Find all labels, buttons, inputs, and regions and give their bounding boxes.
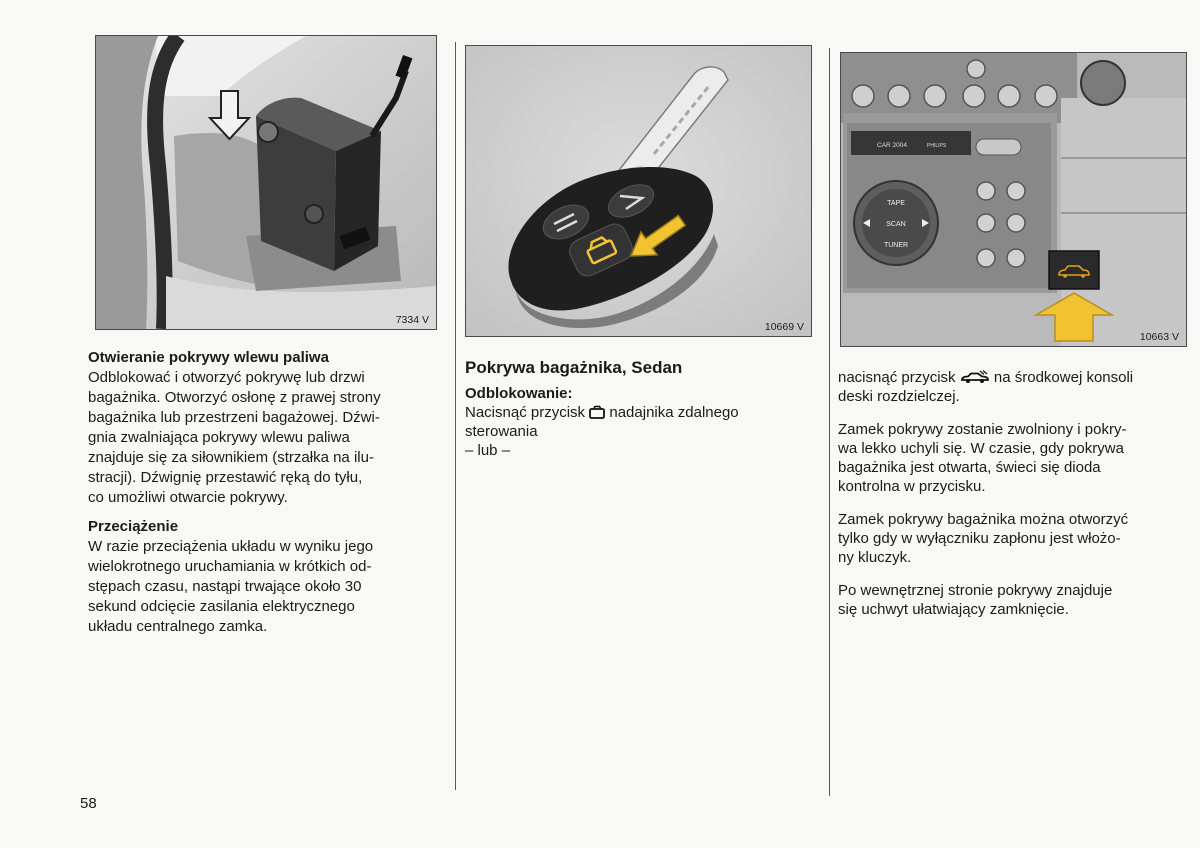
trunk-icon <box>589 405 605 419</box>
page-number: 58 <box>80 795 97 812</box>
section-subheading: Odblokowanie: <box>465 385 573 402</box>
central-lock-actuator <box>256 98 381 271</box>
text-line: Odblokować i otworzyć pokrywę lub drzwi <box>88 369 365 386</box>
column-trunk-sedan <box>465 358 810 460</box>
text-line <box>838 368 1188 387</box>
section-heading: Przeciążenie <box>88 518 179 535</box>
text-line: stracji). Dźwignię przestawić ręką do tyłu, <box>88 469 363 486</box>
column-divider-left <box>455 42 456 790</box>
column-console-release <box>838 368 1188 619</box>
paragraph <box>838 368 1188 406</box>
paragraph <box>838 510 1188 567</box>
column-fuel-flap <box>88 348 433 637</box>
figure-caption: 10669 V <box>764 321 804 333</box>
text-line: wa lekko uchyli się. W czasie, gdy pokrywa <box>838 440 1124 457</box>
text-line: sekund odcięcie zasilania elektrycznego <box>88 598 355 615</box>
paragraph <box>88 368 433 508</box>
figure-remote-key <box>465 45 812 337</box>
text-line: znajduje się za siłownikiem (strzałka na ilu- <box>88 449 374 466</box>
text-fragment: Nacisnąć przycisk <box>465 404 586 421</box>
text-fragment: nadajnika zdalnego <box>609 404 739 421</box>
figure-console-button <box>840 52 1187 347</box>
text-line: sterowania <box>465 423 538 440</box>
text-line <box>465 403 810 422</box>
text-line: wielokrotnego uruchamiania w krótkich od- <box>88 558 372 575</box>
volume-knob <box>1081 61 1125 105</box>
figure-fuel-flap-lever <box>95 35 437 330</box>
text-line: co umożliwi otwarcie pokrywy. <box>88 489 288 506</box>
text-line: gnia zwalniająca pokrywy wlewu paliwa <box>88 429 350 446</box>
text-line: Po wewnętrznej stronie pokrywy znajduje <box>838 582 1113 599</box>
fuel-flap-illustration <box>96 36 436 329</box>
radio-maker-label: PHILIPS <box>927 143 947 149</box>
text-line: układu centralnego zamka. <box>88 618 268 635</box>
text-line: Zamek pokrywy zostanie zwolniony i pokry- <box>838 421 1127 438</box>
text-fragment: nacisnąć przycisk <box>838 369 956 386</box>
dial-label-tape: TAPE <box>887 200 905 207</box>
text-line: – lub – <box>465 442 511 459</box>
section-heading: Otwieranie pokrywy wlewu paliwa <box>88 349 329 366</box>
text-line: deski rozdzielczej. <box>838 388 960 405</box>
text-line: stępach czasu, nastąpi trwające około 30 <box>88 578 362 595</box>
eject-button <box>976 139 1021 155</box>
figure-caption: 7334 V <box>395 314 429 326</box>
paragraph <box>838 420 1188 496</box>
console-illustration <box>841 53 1186 346</box>
car-trunk-icon <box>960 370 990 384</box>
dial-label-scan: SCAN <box>886 221 906 228</box>
text-line: bagażnika jest otwarta, świeci się dioda <box>838 459 1101 476</box>
dial-label-tuner: TUNER <box>883 242 909 249</box>
column-divider-right <box>829 48 830 796</box>
source-dial <box>854 181 938 265</box>
paragraph <box>88 537 433 637</box>
text-line: się uchwyt ułatwiający zamknięcie. <box>838 601 1069 618</box>
section-title: Pokrywa bagażnika, Sedan <box>465 358 683 377</box>
text-line: W razie przeciążenia układu w wyniku jego <box>88 538 374 555</box>
figure-caption: 10663 V <box>1139 331 1179 343</box>
text-line: bagażnika. Otworzyć osłonę z prawej strony <box>88 389 381 406</box>
text-fragment: na środkowej konsoli <box>993 369 1134 386</box>
text-line: Zamek pokrywy bagażnika można otworzyć <box>838 511 1129 528</box>
text-line: kontrolna w przycisku. <box>838 478 986 495</box>
paragraph <box>838 581 1188 619</box>
radio-model-label: CAR 2004 <box>877 142 907 149</box>
text-line: ny kluczyk. <box>838 549 912 566</box>
remote-key-illustration <box>466 46 811 336</box>
text-line: tylko gdy w wyłączniku zapłonu jest włożo- <box>838 530 1121 547</box>
text-line: bagażnika lub przestrzeni bagażowej. Dźwi- <box>88 409 380 426</box>
cassette-slot <box>851 131 971 155</box>
trunk-release-button <box>1049 251 1099 289</box>
